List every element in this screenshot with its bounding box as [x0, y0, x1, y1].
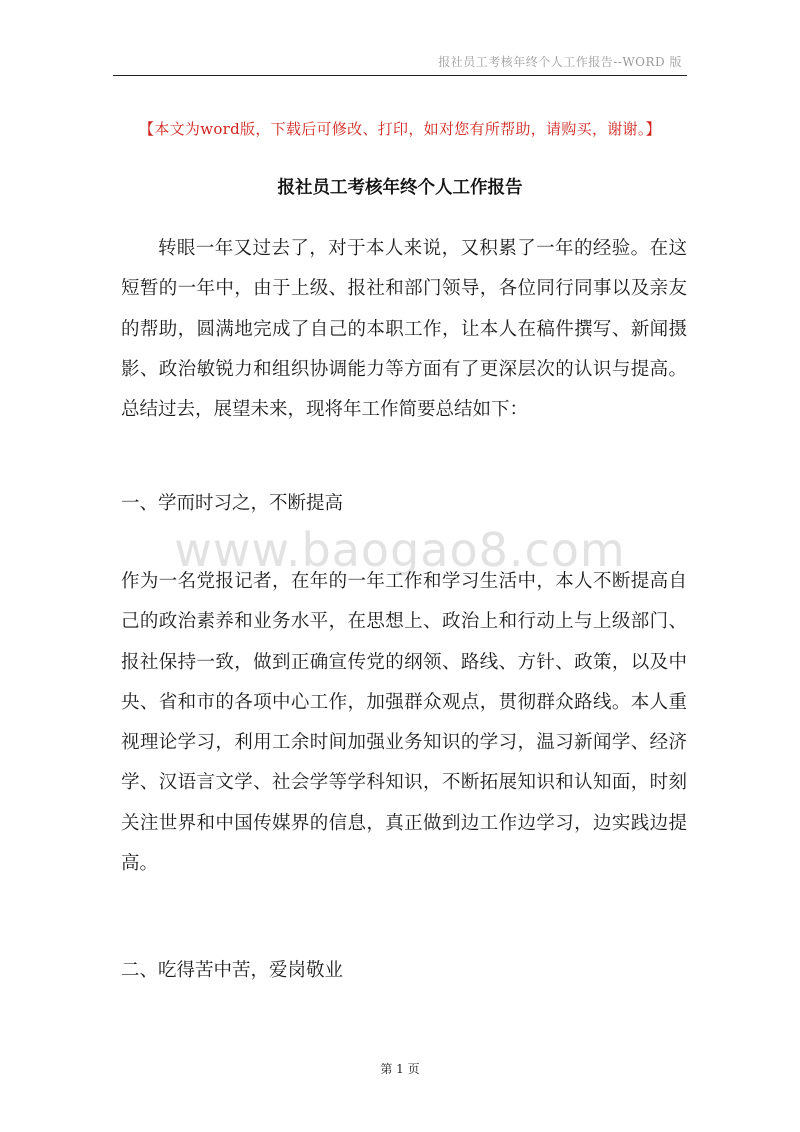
page-number: 第 1 页 [380, 1062, 420, 1076]
section-1-heading: 一、学而时习之，不断提高 [121, 493, 344, 514]
running-header: 报社员工考核年终个人工作报告--WORD 版 [438, 55, 682, 69]
section-1-paragraph: 作为一名党报记者，在年的一年工作和学习生活中，本人不断提高自己的政治素养和业务水平，在思想上、政治上和行动上与上级部门、报社保持一致，做到正确宣传党的纲领、路线、方针、政策，以及中央、省和市的各项中心工作，加强群众观点，贯彻群众路线。本人重视理论学习，利用工余时间加强业务知识的学习，温习新闻学、经济学、汉语言文学、社会学等学科知识，不断拓展知识和认知面，时刻关注世界和中国传媒界的信息，真正做到边工作边学习，边实践边提高。 [121, 571, 687, 875]
intro-paragraph: 转眼一年又过去了，对于本人来说，又积累了一年的经验。在这短暂的一年中，由于上级、报社和部门领导，各位同行同事以及亲友的帮助，圆满地完成了自己的本职工作，让本人在稿件撰写、新闻摄影、政治敏锐力和组织协调能力等方面有了更深层次的认识与提高。总结过去，展望未来，现将年工作简要总结如下： [121, 238, 687, 421]
document-title: 报社员工考核年终个人工作报告 [277, 178, 523, 198]
watermark-text: www.baogao8.com [174, 523, 626, 577]
header-divider [113, 75, 687, 76]
purchase-notice: 【本文为word版，下载后可修改、打印，如对您有所帮助，请购买，谢谢。】 [139, 120, 661, 138]
section-2-heading: 二、吃得苦中苦，爱岗敬业 [121, 960, 344, 981]
